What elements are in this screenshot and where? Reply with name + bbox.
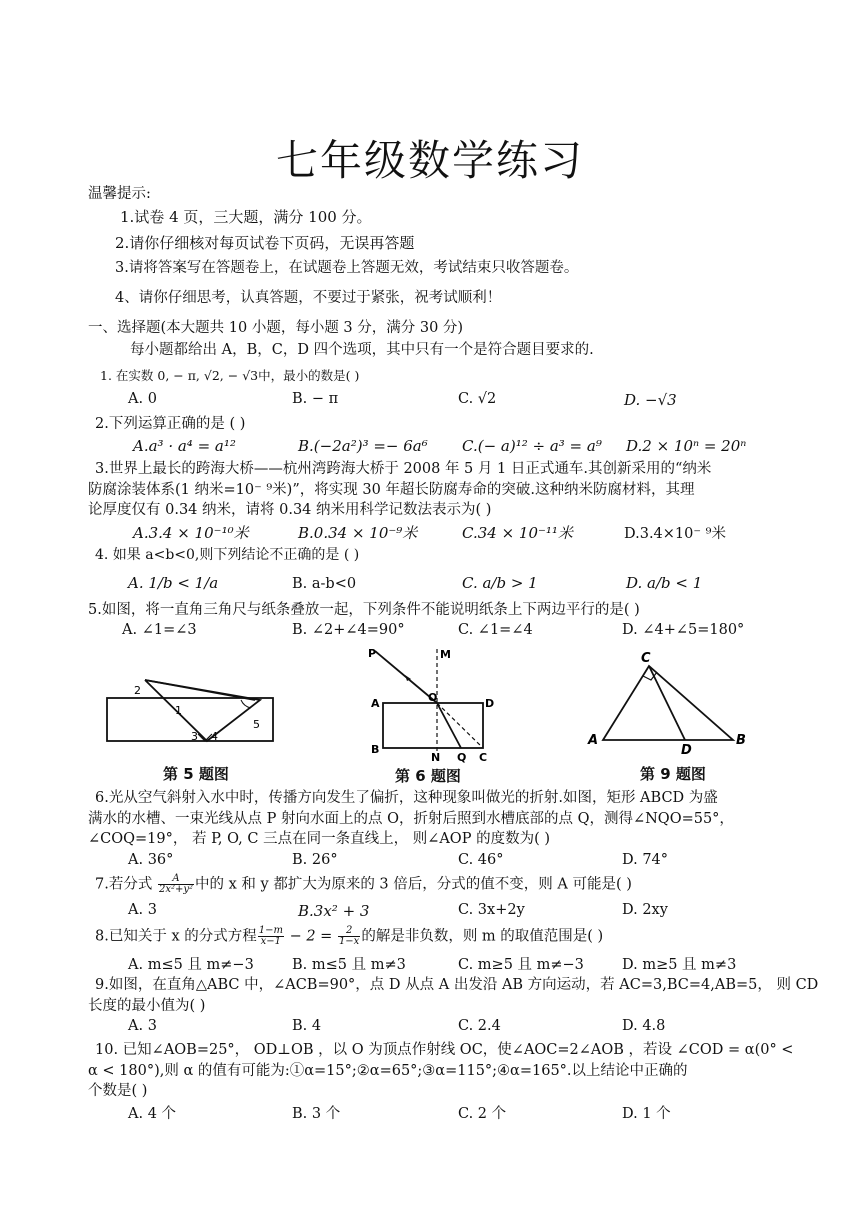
q1-option-a: A. 0 (128, 391, 157, 407)
figure-9 (585, 648, 755, 754)
tip-4: 4、请你仔细思考，认真答题，不要过于紧张，祝考试顺利！ (115, 290, 502, 306)
q6-option-a: A. 36° (128, 852, 174, 868)
q1-option-c: C. √2 (458, 391, 497, 407)
q9-option-d: D. 4.8 (622, 1018, 666, 1034)
q2-option-b: B.(−2a²)³ =− 6a⁶ (298, 437, 428, 455)
fig9-label-D: D (681, 743, 692, 754)
figure-9-caption: 第 9 题图 (640, 765, 706, 783)
q8-stem-pre: 8.已知关于 x 的分式方程 (95, 928, 257, 945)
q3-option-b: B.0.34 × 10⁻⁹米 (298, 524, 418, 542)
q9-option-c: C. 2.4 (458, 1018, 501, 1034)
figure-5 (105, 668, 275, 750)
fig6-label-Q: Q (457, 751, 467, 763)
q7-stem-pre: 7.若分式 (95, 876, 157, 893)
q7-option-d: D. 2xy (622, 902, 668, 918)
q10-option-c: C. 2 个 (458, 1106, 507, 1122)
q2-option-a: A.a³ · a⁴ = a¹² (133, 437, 236, 455)
q2-option-c: C.(− a)¹² ÷ a³ = a⁹ (462, 437, 602, 455)
q9-option-b: B. 4 (292, 1018, 322, 1034)
q8-frac2-den: 1−x (338, 936, 360, 947)
q8-stem (95, 926, 603, 947)
q4-option-a: A. 1/b < 1/a (128, 574, 219, 592)
q4-option-c: C. a/b > 1 (462, 574, 538, 592)
q4-stem: 4. 如果 a<b<0,则下列结论不正确的是 ( ) (95, 547, 360, 563)
q8-frac2-num: 2 (338, 926, 360, 937)
q5-option-a: A. ∠1=∠3 (122, 622, 197, 638)
q6-option-b: B. 26° (292, 852, 338, 868)
q5-stem: 5.如图，将一直角三角尺与纸条叠放一起，下列条件不能说明纸条上下两边平行的是( ) (88, 602, 640, 618)
q10-line-2: α < 180°),则 α 的值有可能为:①α=15°;②α=65°;③α=115°;④α=165°.以上结论中正确的 (88, 1063, 688, 1079)
q10-option-d: D. 1 个 (622, 1106, 671, 1122)
figure-6-caption: 第 6 题图 (395, 767, 461, 785)
q6-line-1: 6.光从空气斜射入水中时，传播方向发生了偏折，这种现象叫做光的折射.如图，矩形 ABCD 为盛 (95, 790, 718, 806)
q3-option-d: D.3.4×10⁻ ⁹米 (624, 526, 726, 542)
fig9-label-C: C (641, 651, 651, 666)
figure-5-caption: 第 5 题图 (163, 765, 229, 783)
fig6-label-C: C (479, 751, 488, 763)
q9-line-2: 长度的最小值为( ) (88, 998, 206, 1014)
q6-option-c: C. 46° (458, 852, 504, 868)
q8-fraction-2 (338, 926, 360, 947)
q8-frac1-num: 1−m (258, 925, 283, 936)
q7-fraction (158, 874, 194, 895)
q4-option-d: D. a/b < 1 (626, 574, 703, 592)
q10-option-a: A. 4 个 (128, 1106, 177, 1122)
q3-option-c: C.34 × 10⁻¹¹米 (462, 524, 573, 542)
q10-line-3: 个数是( ) (88, 1083, 148, 1099)
section1-note: 每小题都给出 A，B，C，D 四个选项，其中只有一个是符合题目要求的. (130, 342, 594, 358)
q6-option-d: D. 74° (622, 852, 669, 868)
q3-line-2: 防腐涂装体系(1 纳米=10⁻ ⁹米)”，将实现 30 年超长防腐寿命的突破.这种纳米防腐材料，其理 (88, 482, 695, 498)
fig9-label-B: B (736, 733, 746, 748)
fig5-label-4: 4 (211, 730, 218, 743)
q7-frac-num: A (158, 874, 194, 885)
q1-option-d: D. −√3 (624, 391, 677, 409)
figure-6 (365, 645, 500, 763)
q5-option-b: B. ∠2+∠4=90° (292, 622, 405, 638)
q1-option-b: B. − π (292, 391, 339, 407)
q8-stem-mid: − 2 = (284, 928, 337, 945)
q9-option-a: A. 3 (128, 1018, 157, 1034)
q3-option-a: A.3.4 × 10⁻¹⁰米 (133, 524, 249, 542)
fig5-label-1: 1 (175, 704, 182, 717)
q2-option-d: D.2 × 10ⁿ = 20ⁿ (626, 437, 747, 455)
q6-line-3: ∠COQ=19°， 若 P, O, C 三点在同一条直线上， 则∠AOP 的度数为( ) (88, 831, 550, 847)
q8-stem-post: 的解是非负数，则 m 的取值范围是( ) (361, 928, 604, 945)
q8-option-c: C. m≥5 且 m≠−3 (458, 957, 584, 973)
fig9-label-A: A (588, 733, 599, 748)
q5-option-d: D. ∠4+∠5=180° (622, 622, 745, 638)
q8-option-a: A. m≤5 且 m≠−3 (128, 957, 254, 973)
q2-stem: 2.下列运算正确的是 ( ) (95, 416, 246, 432)
tips-heading: 温馨提示: (88, 186, 151, 202)
q6-line-2: 满水的水槽、一束光线从点 P 射向水面上的点 O，折射后照到水槽底部的点 Q，测得∠NQO=55°， (88, 811, 734, 827)
tip-1: 1.试卷 4 页，三大题，满分 100 分。 (120, 208, 372, 226)
q1-stem: 1. 在实数 0, − π, √2, − √3中，最小的数是( ) (100, 368, 360, 383)
q10-line-1: 10. 已知∠AOB=25°， OD⊥OB ，以 O 为顶点作射线 OC，使∠AOC=2∠AOB ，若设 ∠COD = α(0° < (95, 1042, 794, 1058)
tip-3: 3.请将答案写在答题卷上，在试题卷上答题无效，考试结束只收答题卷。 (115, 260, 579, 276)
fig6-label-A: A (371, 697, 380, 710)
fig6-label-N: N (431, 751, 441, 763)
page-title: 七年级数学练习 (275, 136, 584, 185)
q10-option-b: B. 3 个 (292, 1106, 341, 1122)
q7-option-a: A. 3 (128, 902, 157, 918)
q8-frac1-den: x−1 (260, 936, 282, 947)
q8-option-b: B. m≤5 且 m≠3 (292, 957, 406, 973)
q7-option-c: C. 3x+2y (458, 902, 525, 918)
q9-line-1: 9.如图，在直角△ABC 中，∠ACB=90°，点 D 从点 A 出发沿 AB 方向运动，若 AC=3,BC=4,AB=5， 则 CD (95, 977, 819, 993)
q7-option-b: B.3x² + 3 (298, 902, 370, 920)
q8-fraction-1 (258, 926, 284, 947)
q5-option-c: C. ∠1=∠4 (458, 622, 533, 638)
q7-frac-den: 2x²+y² (158, 884, 194, 895)
fig5-label-5: 5 (253, 718, 260, 731)
fig6-label-M: M (440, 648, 451, 661)
q7-stem-post: 中的 x 和 y 都扩大为原来的 3 倍后，分式的值不变，则 A 可能是( ) (195, 876, 632, 893)
q3-line-1: 3.世界上最长的跨海大桥——杭州湾跨海大桥于 2008 年 5 月 1 日正式通车.其创新采用的“纳米 (95, 461, 712, 477)
q8-option-d: D. m≥5 且 m≠3 (622, 957, 737, 973)
fig5-label-2: 2 (134, 684, 141, 697)
fig6-label-P: P (368, 647, 377, 660)
q4-option-b: B. a-b<0 (292, 576, 357, 592)
q7-stem (95, 874, 632, 895)
q3-line-3: 论厚度仅有 0.34 纳米，请将 0.34 纳米用科学记数法表示为( ) (88, 502, 492, 518)
fig6-label-O: O (428, 691, 438, 704)
fig6-label-D: D (485, 697, 495, 710)
fig5-label-3: 3 (191, 730, 198, 743)
fig6-label-B: B (371, 743, 380, 756)
tip-2: 2.请你仔细核对每页试卷下页码，无误再答题 (115, 234, 415, 252)
section1-heading: 一、选择题(本大题共 10 小题，每小题 3 分，满分 30 分) (88, 320, 464, 336)
